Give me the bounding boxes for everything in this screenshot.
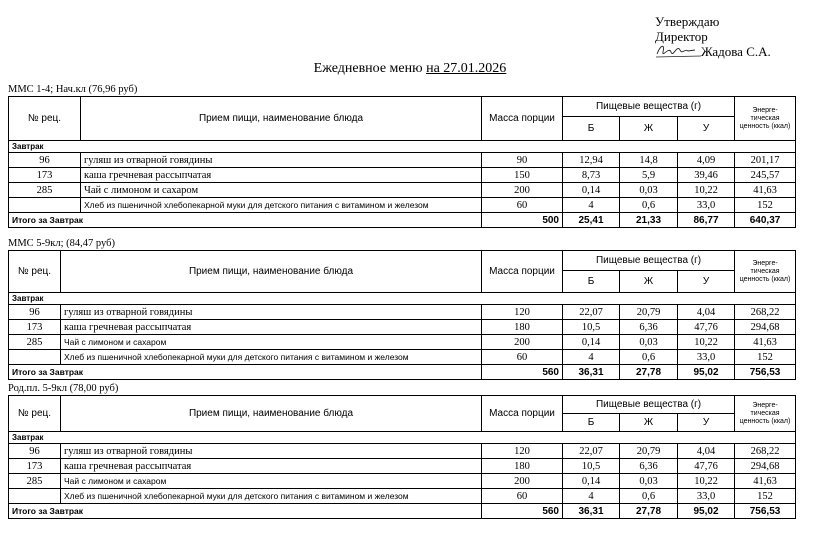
cell-u: 33,0 [678,350,735,365]
cell-name: гуляш из отварной говядины [61,305,482,320]
table-row [9,335,796,350]
cell-u: 4,04 [678,444,735,459]
cell-u: 47,76 [678,459,735,474]
total-kcal: 640,37 [735,213,796,228]
header-u: У [678,271,735,293]
header-u: У [678,414,735,432]
cell-b: 0,14 [563,474,620,489]
header-energy: Энерге-тическая ценность (ккал) [735,251,796,293]
cell-rec: 96 [9,153,81,168]
cell-mass: 200 [482,183,563,198]
cell-kcal: 268,22 [735,444,796,459]
menu-table-2 [8,250,796,380]
cell-rec: 96 [9,305,61,320]
table-row [9,183,796,198]
header-mass: Масса порции [482,251,563,293]
cell-name: Чай с лимоном и сахаром [61,335,482,350]
header-dish: Прием пищи, наименование блюда [61,251,482,293]
cell-name: Хлеб из пшеничной хлебопекарной муки для детского питания с витамином и железом [61,489,482,504]
cell-zh: 20,79 [620,444,678,459]
table-row [9,168,796,183]
cell-zh: 0,6 [620,350,678,365]
cell-b: 12,94 [563,153,620,168]
cell-b: 0,14 [563,183,620,198]
cell-zh: 0,03 [620,183,678,198]
menu-table-3 [8,395,796,519]
total-row [9,504,796,519]
header-b: Б [563,271,620,293]
cell-name: Чай с лимоном и сахаром [61,474,482,489]
section-caption: ММС 5-9кл; (84,47 руб) [8,238,115,249]
cell-rec: 173 [9,168,81,183]
table-row [9,350,796,365]
cell-b: 10,5 [563,459,620,474]
table-row [9,474,796,489]
cell-zh: 0,03 [620,474,678,489]
total-kcal: 756,53 [735,365,796,380]
menu-table-1 [8,96,796,228]
table-row [9,320,796,335]
cell-name: Хлеб из пшеничной хлебопекарной муки для детского питания с витамином и железом [81,198,482,213]
cell-name: Хлеб из пшеничной хлебопекарной муки для детского питания с витамином и железом [61,350,482,365]
header-energy: Энерге-тическая ценность (ккал) [735,396,796,432]
total-label: Итого за Завтрак [9,365,482,380]
cell-b: 10,5 [563,320,620,335]
cell-zh: 5,9 [620,168,678,183]
cell-mass: 200 [482,335,563,350]
header-zh: Ж [620,117,678,141]
header-b: Б [563,414,620,432]
cell-u: 39,46 [678,168,735,183]
header-mass: Масса порции [482,97,563,141]
table-row [9,198,796,213]
cell-rec [9,350,61,365]
header-rec: № рец. [9,251,61,293]
total-row [9,213,796,228]
cell-u: 4,04 [678,305,735,320]
total-mass: 500 [482,213,563,228]
header-u: У [678,117,735,141]
cell-rec [9,198,81,213]
cell-name: гуляш из отварной говядины [61,444,482,459]
cell-kcal: 152 [735,489,796,504]
cell-kcal: 294,68 [735,459,796,474]
total-mass: 560 [482,504,563,519]
cell-u: 10,22 [678,183,735,198]
cell-rec: 285 [9,474,61,489]
cell-kcal: 152 [735,350,796,365]
table-row [9,305,796,320]
cell-kcal: 41,63 [735,183,796,198]
cell-rec: 285 [9,335,61,350]
total-row [9,365,796,380]
header-dish: Прием пищи, наименование блюда [81,97,482,141]
header-b: Б [563,117,620,141]
cell-rec: 173 [9,320,61,335]
cell-mass: 180 [482,320,563,335]
meal-label: Завтрак [9,293,796,305]
cell-u: 33,0 [678,489,735,504]
meal-label: Завтрак [9,432,796,444]
page-title [0,61,820,77]
cell-zh: 14,8 [620,153,678,168]
total-zh: 27,78 [620,504,678,519]
table-row [9,459,796,474]
cell-kcal: 294,68 [735,320,796,335]
cell-zh: 6,36 [620,459,678,474]
cell-mass: 90 [482,153,563,168]
cell-mass: 60 [482,198,563,213]
approval-line-approve: Утверждаю [655,14,720,29]
total-zh: 21,33 [620,213,678,228]
cell-zh: 20,79 [620,305,678,320]
cell-name: каша гречневая рассыпчатая [61,320,482,335]
cell-zh: 0,03 [620,335,678,350]
section-caption: Род.пл. 5-9кл (78,00 руб) [8,383,119,394]
cell-u: 47,76 [678,320,735,335]
cell-kcal: 201,17 [735,153,796,168]
cell-rec: 285 [9,183,81,198]
total-u: 95,02 [678,504,735,519]
cell-u: 10,22 [678,335,735,350]
total-zh: 27,78 [620,365,678,380]
header-dish: Прием пищи, наименование блюда [61,396,482,432]
header-zh: Ж [620,271,678,293]
cell-u: 4,09 [678,153,735,168]
cell-u: 10,22 [678,474,735,489]
cell-u: 33,0 [678,198,735,213]
total-label: Итого за Завтрак [9,504,482,519]
cell-mass: 60 [482,489,563,504]
header-zh: Ж [620,414,678,432]
cell-rec [9,489,61,504]
cell-kcal: 245,57 [735,168,796,183]
total-mass: 560 [482,365,563,380]
cell-b: 22,07 [563,305,620,320]
cell-rec: 173 [9,459,61,474]
approval-line-name: Жадова С.А. [701,44,771,59]
cell-mass: 180 [482,459,563,474]
cell-mass: 120 [482,444,563,459]
cell-zh: 0,6 [620,489,678,504]
cell-zh: 6,36 [620,320,678,335]
cell-kcal: 152 [735,198,796,213]
total-b: 25,41 [563,213,620,228]
cell-kcal: 41,63 [735,474,796,489]
cell-name: Чай с лимоном и сахаром [81,183,482,198]
cell-kcal: 41,63 [735,335,796,350]
cell-b: 22,07 [563,444,620,459]
cell-name: гуляш из отварной говядины [81,153,482,168]
total-label: Итого за Завтрак [9,213,482,228]
cell-mass: 200 [482,474,563,489]
approval-line-position: Директор [655,29,708,44]
header-rec: № рец. [9,97,81,141]
cell-b: 8,73 [563,168,620,183]
cell-b: 4 [563,198,620,213]
table-row [9,489,796,504]
total-b: 36,31 [563,365,620,380]
cell-kcal: 268,22 [735,305,796,320]
total-kcal: 756,53 [735,504,796,519]
section-caption: ММС 1-4; Нач.кл (76,96 руб) [8,84,138,95]
header-energy: Энерге-тическая ценность (ккал) [735,97,796,141]
cell-name: каша гречневая рассыпчатая [81,168,482,183]
cell-name: каша гречневая рассыпчатая [61,459,482,474]
header-nutrients: Пищевые вещества (г) [563,97,735,117]
table-row [9,153,796,168]
header-nutrients: Пищевые вещества (г) [563,396,735,414]
cell-b: 4 [563,489,620,504]
cell-mass: 120 [482,305,563,320]
header-rec: № рец. [9,396,61,432]
title-prefix: Ежедневное меню [313,61,423,76]
cell-b: 0,14 [563,335,620,350]
title-date: на 27.01.2026 [426,61,507,76]
table-row [9,444,796,459]
cell-zh: 0,6 [620,198,678,213]
cell-mass: 150 [482,168,563,183]
total-b: 36,31 [563,504,620,519]
cell-mass: 60 [482,350,563,365]
total-u: 95,02 [678,365,735,380]
cell-b: 4 [563,350,620,365]
meal-label: Завтрак [9,141,796,153]
header-mass: Масса порции [482,396,563,432]
total-u: 86,77 [678,213,735,228]
header-nutrients: Пищевые вещества (г) [563,251,735,271]
cell-rec: 96 [9,444,61,459]
